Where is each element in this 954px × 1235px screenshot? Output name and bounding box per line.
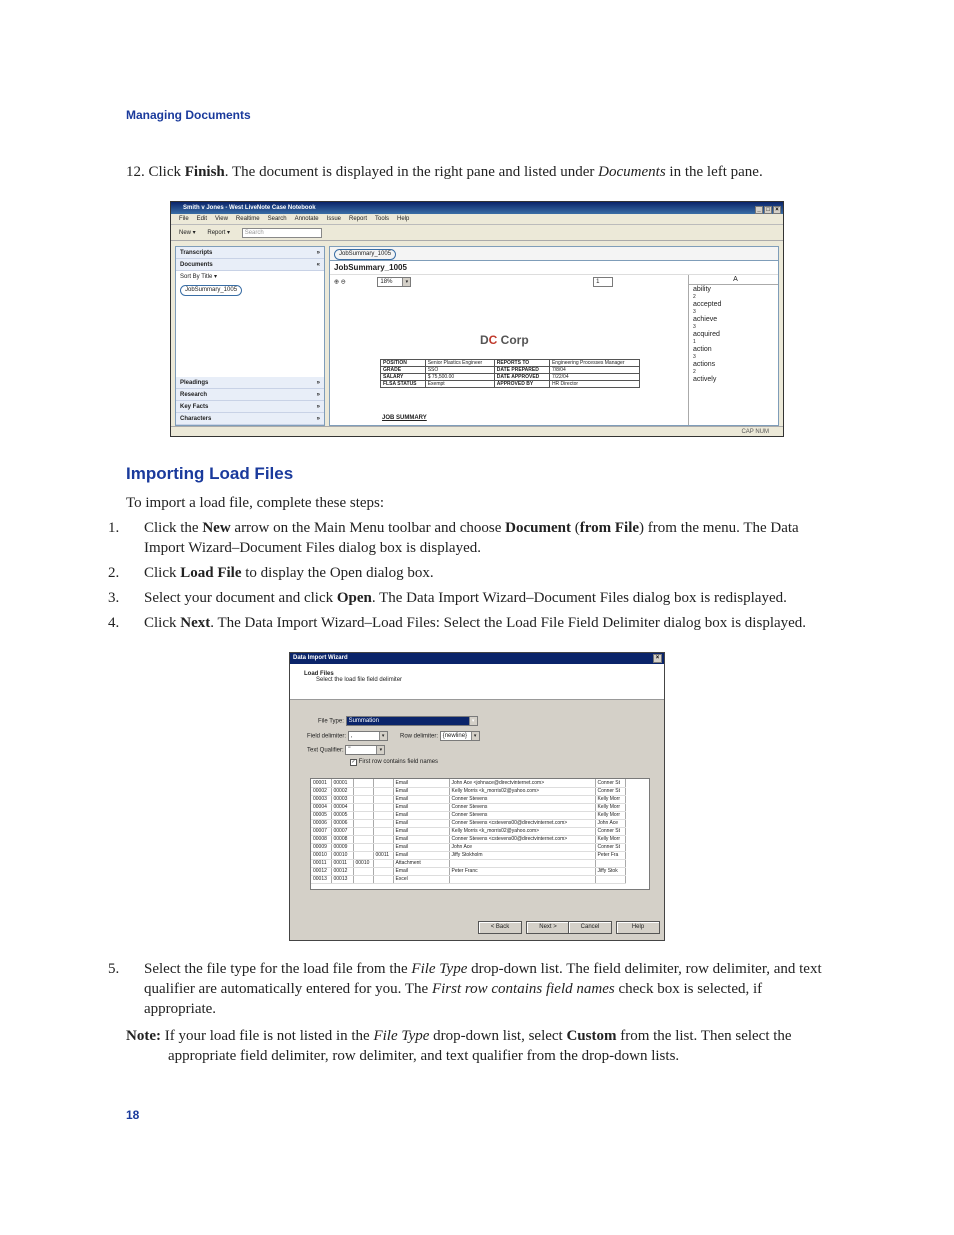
step-text: ) from the menu. The Data Import Wizard–Document Files dialog box is displayed. bbox=[144, 520, 799, 556]
table-cell: Engineering Processes Manager bbox=[549, 360, 639, 367]
step-italic: File Type bbox=[411, 961, 468, 977]
table-row bbox=[311, 827, 625, 835]
table-row bbox=[311, 867, 625, 875]
step-12 bbox=[126, 162, 846, 182]
nav-label: Key Facts bbox=[180, 404, 209, 410]
step-number: 4. bbox=[108, 615, 120, 631]
chevron-down-icon: ▾ bbox=[376, 746, 384, 754]
table-cell bbox=[373, 827, 393, 835]
back-button[interactable]: < Back bbox=[478, 921, 522, 934]
field-delimiter-field bbox=[307, 731, 388, 741]
nav-research[interactable] bbox=[176, 389, 324, 401]
table-cell: Email bbox=[393, 795, 449, 803]
table-cell: Conner St bbox=[595, 827, 625, 835]
text-qualifier-value: " bbox=[348, 747, 351, 753]
table-cell: 00002 bbox=[311, 787, 331, 795]
file-type-field bbox=[318, 716, 478, 726]
dialog-header bbox=[290, 664, 664, 700]
note-text: drop-down list, select bbox=[429, 1028, 567, 1044]
step-text: . The Data Import Wizard–Load Files: Select the Load File Field Delimiter dialog box is displayed. bbox=[210, 615, 807, 631]
table-cell bbox=[373, 835, 393, 843]
menu-item[interactable]: File bbox=[179, 216, 189, 222]
row-delimiter-value: {newline} bbox=[442, 733, 468, 739]
chevron-down-icon: » bbox=[316, 250, 320, 256]
text-qualifier-label: Text Qualifier: bbox=[307, 747, 344, 754]
step-text: Click the bbox=[144, 520, 203, 536]
table-cell: Kelly Morris <k_morris02@yahoo.com> bbox=[449, 787, 595, 795]
chevron-up-icon: « bbox=[316, 262, 320, 268]
chevron-down-icon: ▾ bbox=[379, 732, 387, 740]
table-cell: GRADE bbox=[381, 367, 426, 374]
table-cell: Email bbox=[393, 851, 449, 859]
table-cell: Kelly Morr bbox=[595, 795, 625, 803]
status-bar: CAP NUM bbox=[171, 426, 783, 436]
step-number: 1. bbox=[108, 520, 120, 536]
table-cell bbox=[595, 875, 625, 883]
table-cell: SALARY bbox=[381, 374, 426, 381]
table-cell: 00007 bbox=[331, 827, 353, 835]
table-cell: 00005 bbox=[311, 811, 331, 819]
menu-item[interactable]: Annotate bbox=[294, 216, 319, 222]
table-cell: Conner St bbox=[595, 787, 625, 795]
table-cell: Conner Stevens bbox=[449, 803, 595, 811]
table-row bbox=[311, 803, 625, 811]
step-bold: Open bbox=[336, 590, 372, 606]
table-cell: FLSA STATUS bbox=[381, 381, 426, 388]
table-cell bbox=[373, 867, 393, 875]
case-notebook-screenshot bbox=[170, 201, 784, 437]
word-index[interactable] bbox=[688, 275, 778, 425]
step-bold: from File bbox=[579, 520, 640, 536]
step-bold: Load File bbox=[180, 565, 242, 581]
logo-text: D bbox=[480, 333, 489, 347]
table-row bbox=[311, 779, 625, 787]
load-file-preview-grid[interactable] bbox=[310, 778, 650, 890]
index-count: 3 bbox=[693, 309, 696, 315]
document-item[interactable]: JobSummary_1005 bbox=[180, 285, 242, 296]
nav-label: Pleadings bbox=[180, 380, 209, 386]
table-row bbox=[311, 843, 625, 851]
table-row bbox=[311, 859, 625, 867]
table-cell: Email bbox=[393, 779, 449, 787]
table-cell: Conner Stevens bbox=[449, 795, 595, 803]
list-item bbox=[108, 588, 832, 608]
position-table bbox=[380, 359, 640, 388]
checkbox-checked-icon[interactable]: ✓ bbox=[351, 759, 356, 765]
table-cell: 00012 bbox=[311, 867, 331, 875]
chevron-down-icon: » bbox=[316, 392, 320, 398]
menu-item[interactable]: Issue bbox=[326, 216, 341, 222]
index-word[interactable]: action bbox=[693, 346, 712, 353]
table-row bbox=[311, 851, 625, 859]
nav-pleadings[interactable] bbox=[176, 377, 324, 389]
table-cell: Attachment bbox=[393, 859, 449, 867]
field-delimiter-select[interactable] bbox=[348, 731, 388, 741]
table-cell: Email bbox=[393, 827, 449, 835]
table-cell bbox=[353, 803, 373, 811]
table-cell: POSITION bbox=[381, 360, 426, 367]
chevron-down-icon: » bbox=[316, 380, 320, 386]
index-word[interactable]: actively bbox=[693, 376, 717, 383]
zoom-in-icon[interactable]: ⊕ bbox=[334, 279, 340, 286]
sort-label: Sort By Title bbox=[180, 274, 213, 280]
note-text: from the list. Then select the appropriate field delimiter, row delimiter, and text qualifier from the drop-down lists. bbox=[168, 1028, 792, 1064]
table-cell: 00008 bbox=[311, 835, 331, 843]
index-header: A bbox=[689, 275, 778, 285]
step-bold: Document bbox=[505, 520, 571, 536]
index-word[interactable]: achieve bbox=[693, 316, 718, 323]
step-text: check box is selected, if appropriate. bbox=[144, 981, 763, 1017]
steps-list bbox=[108, 518, 832, 638]
menu-item[interactable]: Realtime bbox=[235, 216, 260, 222]
table-row bbox=[381, 360, 640, 367]
table-row bbox=[311, 835, 625, 843]
dialog-subheading: Select the load file field delimiter bbox=[316, 677, 403, 683]
table-cell: Senior Plastics Engineer bbox=[425, 360, 494, 367]
index-count: 2 bbox=[693, 369, 696, 375]
file-type-value: Summation bbox=[348, 718, 379, 724]
table-cell bbox=[373, 795, 393, 803]
table-cell: 00003 bbox=[311, 795, 331, 803]
table-cell: HR Director bbox=[549, 381, 639, 388]
table-cell: Conner Stevens <cstevens00@directvinternet.com> bbox=[449, 835, 595, 843]
row-delimiter-field bbox=[400, 731, 480, 741]
table-cell: 00004 bbox=[331, 803, 353, 811]
table-row bbox=[311, 795, 625, 803]
menu-bar bbox=[171, 214, 783, 225]
table-cell: 00009 bbox=[311, 843, 331, 851]
step-text: Click bbox=[148, 164, 185, 180]
menu-item[interactable]: Tools bbox=[375, 216, 390, 222]
note-text: Custom bbox=[566, 1028, 617, 1044]
close-icon[interactable]: × bbox=[653, 654, 662, 663]
table-cell bbox=[373, 819, 393, 827]
nav-label: Characters bbox=[180, 416, 212, 422]
window-controls bbox=[754, 204, 781, 216]
table-cell bbox=[373, 803, 393, 811]
step-text: Select your document and click bbox=[144, 590, 337, 606]
table-cell: 00010 bbox=[331, 851, 353, 859]
table-cell: 00008 bbox=[331, 835, 353, 843]
table-row bbox=[311, 875, 625, 883]
table-cell: 00013 bbox=[311, 875, 331, 883]
maximize-icon[interactable]: □ bbox=[764, 206, 772, 214]
section-intro: To import a load file, complete these steps: bbox=[126, 495, 385, 511]
table-cell bbox=[353, 819, 373, 827]
note-label: Note: bbox=[126, 1028, 161, 1044]
step-text: in the left pane. bbox=[665, 164, 763, 180]
page-value: 1 bbox=[596, 279, 600, 285]
table-cell: 00011 bbox=[373, 851, 393, 859]
table-cell bbox=[353, 851, 373, 859]
table-cell: John Ace bbox=[595, 819, 625, 827]
menu-item[interactable]: Search bbox=[267, 216, 287, 222]
table-cell: Peter Franc bbox=[449, 867, 595, 875]
table-cell: Email bbox=[393, 835, 449, 843]
table-cell: 00011 bbox=[331, 859, 353, 867]
dialog-titlebar bbox=[290, 653, 664, 664]
table-cell: 00013 bbox=[331, 875, 353, 883]
table-row bbox=[381, 381, 640, 388]
row-delimiter-label: Row delimiter: bbox=[400, 733, 439, 740]
field-delimiter-value: , bbox=[350, 733, 353, 739]
table-cell: Kelly Morr bbox=[595, 835, 625, 843]
chevron-down-icon: ▾ bbox=[471, 732, 479, 740]
table-cell: Email bbox=[393, 819, 449, 827]
nav-characters[interactable] bbox=[176, 413, 324, 425]
step-number: 2. bbox=[108, 565, 120, 581]
index-count: 2 bbox=[693, 294, 696, 300]
table-cell bbox=[353, 811, 373, 819]
table-cell: Peter Fra bbox=[595, 851, 625, 859]
step-text: to display the Open dialog box. bbox=[241, 565, 434, 581]
table-cell: 00006 bbox=[331, 819, 353, 827]
table-cell: 00010 bbox=[311, 851, 331, 859]
table-cell: Email bbox=[393, 811, 449, 819]
table-cell: DATE APPROVED bbox=[494, 374, 549, 381]
nav-key-facts[interactable] bbox=[176, 401, 324, 413]
step-text: Select the file type for the load file from the bbox=[144, 961, 412, 977]
table-row bbox=[381, 374, 640, 381]
table-cell: John Ace bbox=[449, 843, 595, 851]
menu-item[interactable]: Help bbox=[397, 216, 410, 222]
table-cell bbox=[353, 795, 373, 803]
index-count: 3 bbox=[693, 354, 696, 360]
table-cell: Email bbox=[393, 867, 449, 875]
step-number: 3. bbox=[108, 590, 120, 606]
table-cell: 00004 bbox=[311, 803, 331, 811]
table-cell: APPROVED BY bbox=[494, 381, 549, 388]
table-cell: Kelly Morr bbox=[595, 803, 625, 811]
job-summary-heading: JOB SUMMARY bbox=[382, 415, 427, 421]
table-cell: REPORTS TO bbox=[494, 360, 549, 367]
window-titlebar bbox=[171, 202, 783, 214]
table-cell: 00001 bbox=[331, 779, 353, 787]
index-count: 3 bbox=[693, 324, 696, 330]
table-cell: Conner St bbox=[595, 843, 625, 851]
report-button[interactable]: Report ▾ bbox=[207, 230, 231, 236]
table-cell: 00012 bbox=[331, 867, 353, 875]
document-title: JobSummary_1005 bbox=[330, 261, 778, 275]
index-count: 1 bbox=[693, 339, 696, 345]
table-cell: Email bbox=[393, 803, 449, 811]
menu-item[interactable]: Report bbox=[349, 216, 368, 222]
page-number: 18 bbox=[126, 1108, 140, 1122]
table-cell: Email bbox=[393, 843, 449, 851]
step-italic: First row contains field names bbox=[431, 981, 615, 997]
step-number: 5. bbox=[108, 961, 120, 977]
index-word[interactable]: ability bbox=[693, 286, 711, 293]
step-text: ( bbox=[571, 520, 580, 536]
table-cell: 00006 bbox=[311, 819, 331, 827]
step-text: drop-down list. The field delimiter, row delimiter, and text qualifier are automatically entered for you. The bbox=[144, 961, 822, 997]
menu-item[interactable]: View bbox=[215, 216, 228, 222]
index-word[interactable]: actions bbox=[693, 361, 716, 368]
table-cell: 00007 bbox=[311, 827, 331, 835]
table-cell: 00010 bbox=[353, 859, 373, 867]
step-bold: Finish bbox=[184, 164, 225, 180]
note-text: File Type bbox=[373, 1028, 430, 1044]
table-cell: Conner St bbox=[595, 779, 625, 787]
table-cell bbox=[353, 867, 373, 875]
nav-label: Research bbox=[180, 392, 208, 398]
step-bold: New bbox=[202, 520, 231, 536]
table-row bbox=[311, 787, 625, 795]
chevron-down-icon: » bbox=[316, 404, 320, 410]
table-cell bbox=[449, 875, 595, 883]
table-cell: 00009 bbox=[331, 843, 353, 851]
table-cell bbox=[373, 859, 393, 867]
table-cell: John Ace <johnace@directvinternet.com> bbox=[449, 779, 595, 787]
nav-label: Transcripts bbox=[180, 250, 213, 256]
table-cell: Exempt bbox=[425, 381, 494, 388]
table-cell: 00002 bbox=[331, 787, 353, 795]
table-cell: 00003 bbox=[331, 795, 353, 803]
step-text: Click bbox=[144, 565, 181, 581]
table-row bbox=[381, 367, 640, 374]
document-pane bbox=[329, 246, 779, 426]
table-cell bbox=[373, 843, 393, 851]
table-cell: Kelly Morris <k_morris02@yahoo.com> bbox=[449, 827, 595, 835]
table-row bbox=[311, 811, 625, 819]
new-button[interactable]: New ▾ bbox=[179, 230, 196, 236]
table-cell: SSO bbox=[425, 367, 494, 374]
window-title: Smith v Jones - West LiveNote Case Notebook bbox=[183, 205, 316, 211]
first-row-checkbox[interactable] bbox=[350, 759, 438, 766]
note bbox=[126, 1026, 832, 1066]
toolbar bbox=[171, 225, 783, 241]
index-word[interactable]: acquired bbox=[693, 331, 720, 338]
chevron-down-icon: » bbox=[316, 416, 320, 422]
tab-jobsummary[interactable]: JobSummary_1005 bbox=[334, 249, 396, 260]
chevron-down-icon: ▾ bbox=[469, 717, 477, 725]
zoom-out-icon[interactable]: ⊖ bbox=[340, 279, 346, 286]
table-cell bbox=[449, 859, 595, 867]
section-title: Importing Load Files bbox=[126, 464, 294, 483]
table-cell bbox=[353, 779, 373, 787]
table-cell: Jiffy Stokholm bbox=[449, 851, 595, 859]
index-word[interactable]: accepted bbox=[693, 301, 722, 308]
nav-bottom-groups bbox=[176, 377, 324, 425]
step-number: 12. bbox=[126, 164, 145, 180]
zoom-value: 18% bbox=[380, 279, 393, 285]
table-cell: 7/8/04 bbox=[549, 367, 639, 374]
checkbox-label: First row contains field names bbox=[358, 759, 439, 765]
close-icon[interactable]: × bbox=[773, 206, 781, 214]
table-cell: DATE PREPARED bbox=[494, 367, 549, 374]
table-cell: 7/22/04 bbox=[549, 374, 639, 381]
step-text: . The Data Import Wizard–Document Files dialog box is redisplayed. bbox=[371, 590, 787, 606]
step-italic: Documents bbox=[598, 164, 666, 180]
step-text: . The document is displayed in the right pane and listed under bbox=[224, 164, 599, 180]
table-cell bbox=[353, 843, 373, 851]
step-text: Click bbox=[144, 615, 181, 631]
table-cell bbox=[373, 779, 393, 787]
list-item bbox=[108, 613, 832, 633]
search-input[interactable]: Search bbox=[242, 228, 322, 238]
table-cell bbox=[373, 875, 393, 883]
text-qualifier-select[interactable] bbox=[345, 745, 385, 755]
next-button[interactable]: Next > bbox=[526, 921, 570, 934]
navigation-pane bbox=[175, 246, 325, 426]
table-cell: Excel bbox=[393, 875, 449, 883]
list-item bbox=[108, 563, 832, 583]
file-type-select[interactable] bbox=[346, 716, 478, 726]
sort-dropdown[interactable]: Sort By Title ▾ bbox=[180, 274, 218, 280]
help-button[interactable]: Help bbox=[616, 921, 660, 934]
list-item bbox=[108, 518, 832, 558]
table-cell: Conner Stevens bbox=[449, 811, 595, 819]
table-cell: $ 75,500.00 bbox=[425, 374, 494, 381]
field-delimiter-label: Field delimiter: bbox=[307, 733, 347, 740]
step-5 bbox=[108, 959, 832, 1019]
table-cell bbox=[373, 787, 393, 795]
nav-documents[interactable] bbox=[176, 259, 324, 271]
table-cell: 00005 bbox=[331, 811, 353, 819]
menu-item[interactable]: Edit bbox=[196, 216, 208, 222]
table-cell bbox=[595, 859, 625, 867]
table-cell: Kelly Morr bbox=[595, 811, 625, 819]
table-cell bbox=[353, 875, 373, 883]
text-qualifier-field bbox=[307, 745, 385, 755]
running-header: Managing Documents bbox=[126, 108, 251, 122]
table-cell: Conner Stevens <cstevens00@directvinternet.com> bbox=[449, 819, 595, 827]
table-cell: 00011 bbox=[311, 859, 331, 867]
table-cell bbox=[373, 811, 393, 819]
table-cell bbox=[353, 827, 373, 835]
dialog-heading: Load Files bbox=[304, 671, 334, 677]
table-row bbox=[311, 819, 625, 827]
table-cell bbox=[353, 787, 373, 795]
table-cell bbox=[353, 835, 373, 843]
table-cell: Email bbox=[393, 787, 449, 795]
nav-label: Documents bbox=[180, 262, 213, 268]
note-text: If your load file is not listed in the bbox=[160, 1028, 374, 1044]
nav-transcripts[interactable] bbox=[176, 247, 324, 259]
step-bold: Next bbox=[180, 615, 211, 631]
document-viewer bbox=[330, 275, 690, 425]
minimize-icon[interactable]: _ bbox=[755, 206, 763, 214]
row-delimiter-select[interactable] bbox=[440, 731, 480, 741]
logo-text: orp bbox=[509, 333, 529, 347]
chevron-down-icon: ▾ bbox=[402, 278, 410, 286]
logo-text: C bbox=[500, 333, 510, 347]
file-type-label: File Type: bbox=[318, 718, 344, 725]
cancel-button[interactable]: Cancel bbox=[568, 921, 612, 934]
company-logo bbox=[480, 333, 529, 347]
logo-text: C bbox=[488, 333, 501, 347]
step-text: arrow on the Main Menu toolbar and choose bbox=[230, 520, 506, 536]
dialog-title: Data Import Wizard bbox=[293, 655, 348, 661]
data-import-wizard-screenshot bbox=[289, 652, 665, 941]
table-cell: Jiffy Stok bbox=[595, 867, 625, 875]
document-tab-bar bbox=[330, 247, 778, 261]
preview-table bbox=[311, 779, 626, 884]
table-cell: 00001 bbox=[311, 779, 331, 787]
